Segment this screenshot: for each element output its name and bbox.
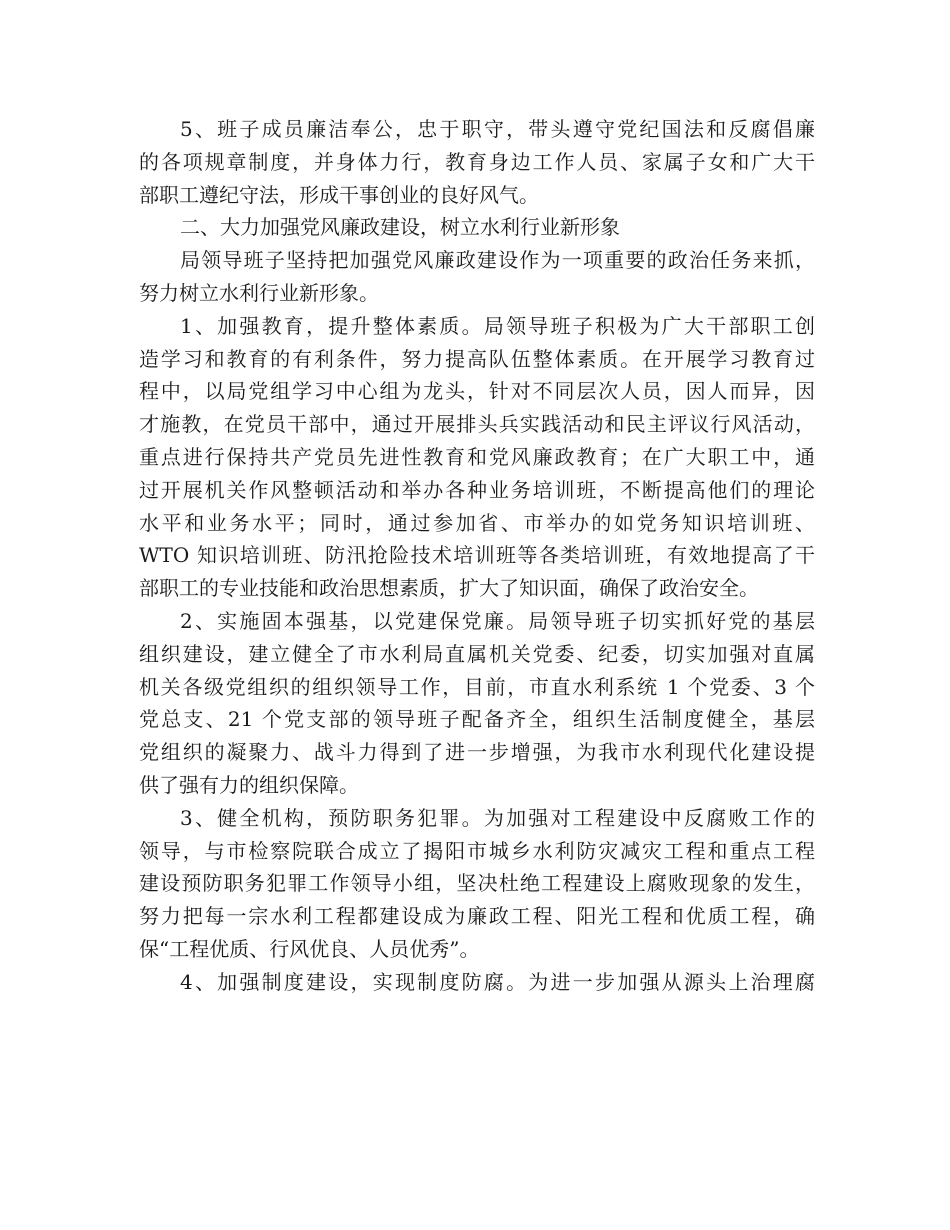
paragraph-intro [139,244,815,310]
text-line: 4、加强制度建设，实现制度防腐。为进一步加强从源头上治理腐 [180,969,815,994]
paragraph-1-education [139,310,815,605]
text-line: 领导，与市检察院联合成立了揭阳市城乡水利防灾减灾工程和重点工程 [139,838,815,863]
text-line: 努力树立水利行业新形象。 [139,280,379,305]
paragraph-4-institutions [139,966,815,999]
document-body [139,113,815,999]
text-line: 程中，以局党组学习中心组为龙头，针对不同层次人员，因人而异，因 [139,379,815,404]
paragraph-3-prevention [139,802,815,966]
text-line: 保“工程优质、行风优良、人员优秀”。 [139,936,480,961]
text-line: 供了强有力的组织保障。 [139,772,359,797]
text-line: 水平和业务水平；同时，通过参加省、市举办的如党务知识培训班、 [139,510,815,535]
section-heading-2 [139,211,815,244]
text-line: 党总支、21 个党支部的领导班子配备齐全，组织生活制度健全，基层 [139,707,815,732]
text-line: 造学习和教育的有利条件，努力提高队伍整体素质。在开展学习教育过 [139,346,815,371]
text-line: 部职工的专业技能和政治思想素质，扩大了知识面，确保了政治安全。 [139,576,759,601]
section-heading: 二、大力加强党风廉政建设，树立水利行业新形象 [180,215,620,240]
text-line: WTO 知识培训班、防汛抢险技术培训班等各类培训班，有效地提高了干 [139,543,815,568]
text-line: 建设预防职务犯罪工作领导小组，坚决杜绝工程建设上腐败现象的发生， [139,871,815,896]
text-line: 机关各级党组织的组织领导工作，目前，市直水利系统 1 个党委、3 个 [139,674,815,699]
text-line: 部职工遵纪守法，形成干事创业的良好风气。 [139,182,539,207]
text-line: 过开展机关作风整顿活动和举办各种业务培训班，不断提高他们的理论 [139,477,815,502]
text-line: 2、实施固本强基，以党建保党廉。局领导班子切实抓好党的基层 [180,608,815,633]
text-line: 党组织的凝聚力、战斗力得到了进一步增强，为我市水利现代化建设提 [139,740,815,765]
text-line: 才施教，在党员干部中，通过开展排头兵实践活动和民主评议行风活动， [139,412,815,437]
text-line: 5、班子成员廉洁奉公，忠于职守，带头遵守党纪国法和反腐倡廉 [180,117,815,141]
text-line: 组织建设，建立健全了市水利局直属机关党委、纪委，切实加强对直属 [139,641,815,666]
paragraph-2-party-building [139,605,815,802]
text-line: 局领导班子坚持把加强党风廉政建设作为一项重要的政治任务来抓， [180,248,815,273]
text-line: 1、加强教育，提升整体素质。局领导班子积极为广大干部职工创 [180,313,815,338]
text-line: 的各项规章制度，并身体力行，教育身边工作人员、家属子女和广大干 [139,149,815,174]
text-line: 重点进行保持共产党员先进性教育和党风廉政教育；在广大职工中，通 [139,444,815,469]
text-line: 3、健全机构，预防职务犯罪。为加强对工程建设中反腐败工作的 [180,805,815,830]
paragraph-5-clean-governance [139,113,815,211]
text-line: 努力把每一宗水利工程都建设成为廉政工程、阳光工程和优质工程，确 [139,904,815,929]
